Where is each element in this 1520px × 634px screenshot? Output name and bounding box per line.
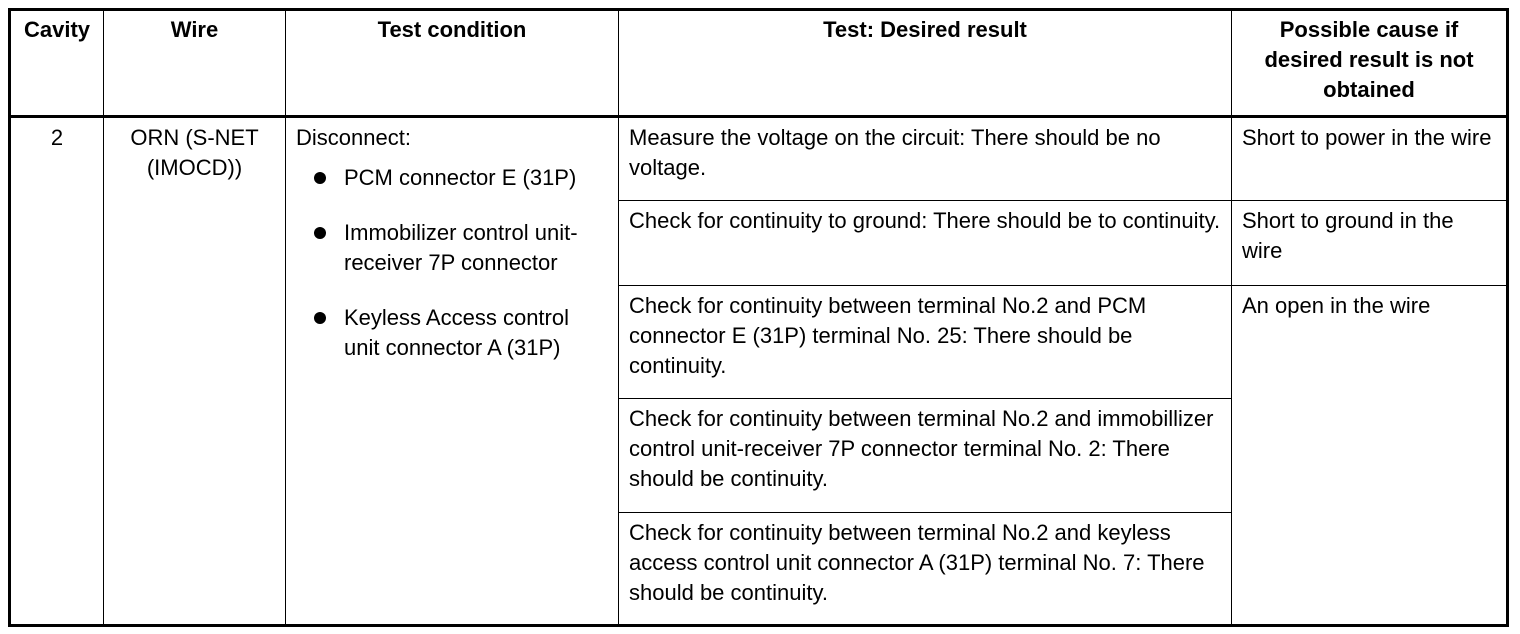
wire-cell: ORN (S-NET (IMOCD))	[104, 117, 286, 626]
cause-cell: Short to ground in the wire	[1232, 201, 1508, 285]
header-wire: Wire	[104, 10, 286, 117]
header-possible-cause: Possible cause if desired result is not obtained	[1232, 10, 1508, 117]
condition-item-text: Keyless Access control unit connector A (31P)	[344, 305, 569, 360]
header-desired-result: Test: Desired result	[619, 10, 1232, 117]
header-test-condition: Test condition	[286, 10, 619, 117]
test-condition-cell	[286, 117, 619, 626]
list-item	[296, 303, 608, 363]
test-result-cell: Check for continuity to ground: There should be to continuity.	[619, 201, 1232, 285]
test-result-cell: Check for continuity between terminal No.2 and keyless access control unit connector A (31P) terminal No. 7: There should be continuity.	[619, 512, 1232, 625]
header-row	[10, 10, 1508, 117]
test-result-cell: Check for continuity between terminal No.2 and PCM connector E (31P) terminal No. 25: There should be continuity.	[619, 285, 1232, 398]
bullet-icon	[314, 227, 326, 239]
header-cavity: Cavity	[10, 10, 104, 117]
condition-list	[296, 163, 608, 363]
test-result-cell: Check for continuity between terminal No.2 and immobillizer control unit-receiver 7P connector terminal No. 2: There should be continuity.	[619, 399, 1232, 512]
test-result-cell: Measure the voltage on the circuit: There should be no voltage.	[619, 117, 1232, 201]
list-item	[296, 163, 608, 193]
table-row	[10, 117, 1508, 201]
cavity-cell: 2	[10, 117, 104, 626]
cause-cell: Short to power in the wire	[1232, 117, 1508, 201]
condition-item-text: Immobilizer control unit-receiver 7P connector	[344, 220, 578, 275]
diagnostic-table	[8, 8, 1509, 627]
bullet-icon	[314, 172, 326, 184]
list-item	[296, 218, 608, 278]
condition-intro: Disconnect:	[296, 125, 411, 150]
bullet-icon	[314, 312, 326, 324]
condition-item-text: PCM connector E (31P)	[344, 165, 577, 190]
cause-cell: An open in the wire	[1232, 285, 1508, 625]
